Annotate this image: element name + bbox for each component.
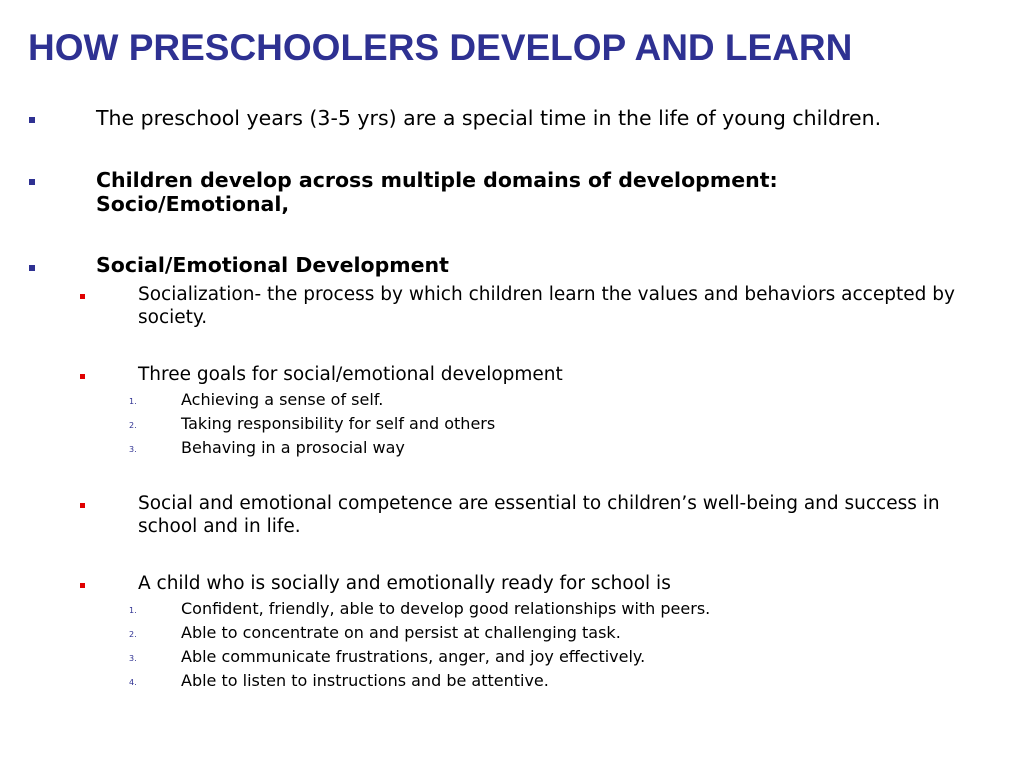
sub-bullet-text: Socialization- the process by which children learn the values and behaviors accepted by society. xyxy=(138,284,955,328)
goal-text: Behaving in a prosocial way xyxy=(181,438,405,457)
sub-bullet-square-icon xyxy=(80,503,85,508)
sub-bullet-text: Three goals for social/emotional development xyxy=(138,364,563,385)
sub-bullet-square-icon xyxy=(80,583,85,588)
sub-bullet-square-icon xyxy=(80,374,85,379)
list-number: 1. xyxy=(129,397,137,406)
bullet-square-icon xyxy=(29,117,35,123)
slide-title: HOW PRESCHOOLERS DEVELOP AND LEARN xyxy=(28,27,853,68)
sub-bullet-text: A child who is socially and emotionally ready for school is xyxy=(138,573,671,594)
bullet-text: Children develop across multiple domains of development: Socio/Emotional, xyxy=(96,168,778,216)
readiness-text: Confident, friendly, able to develop good relationships with peers. xyxy=(181,599,711,618)
bullet-text: Social/Emotional Development xyxy=(96,253,449,277)
list-number: 3. xyxy=(129,445,137,454)
sub-bullet-square-icon xyxy=(80,294,85,299)
goal-text: Achieving a sense of self. xyxy=(181,390,384,409)
goal-text: Taking responsibility for self and others xyxy=(181,414,496,433)
list-number: 4. xyxy=(129,678,137,687)
readiness-text: Able to concentrate on and persist at challenging task. xyxy=(181,623,621,642)
readiness-text: Able to listen to instructions and be attentive. xyxy=(181,671,549,690)
bullet-text: The preschool years (3-5 yrs) are a special time in the life of young children. xyxy=(96,106,882,130)
list-number: 3. xyxy=(129,654,137,663)
bullet-square-icon xyxy=(29,179,35,185)
sub-bullet-text: Social and emotional competence are essential to children’s well-being and success in school and in life. xyxy=(138,493,940,537)
list-number: 2. xyxy=(129,630,137,639)
list-number: 2. xyxy=(129,421,137,430)
list-number: 1. xyxy=(129,606,137,615)
bullet-square-icon xyxy=(29,265,35,271)
readiness-text: Able communicate frustrations, anger, and joy effectively. xyxy=(181,647,646,666)
